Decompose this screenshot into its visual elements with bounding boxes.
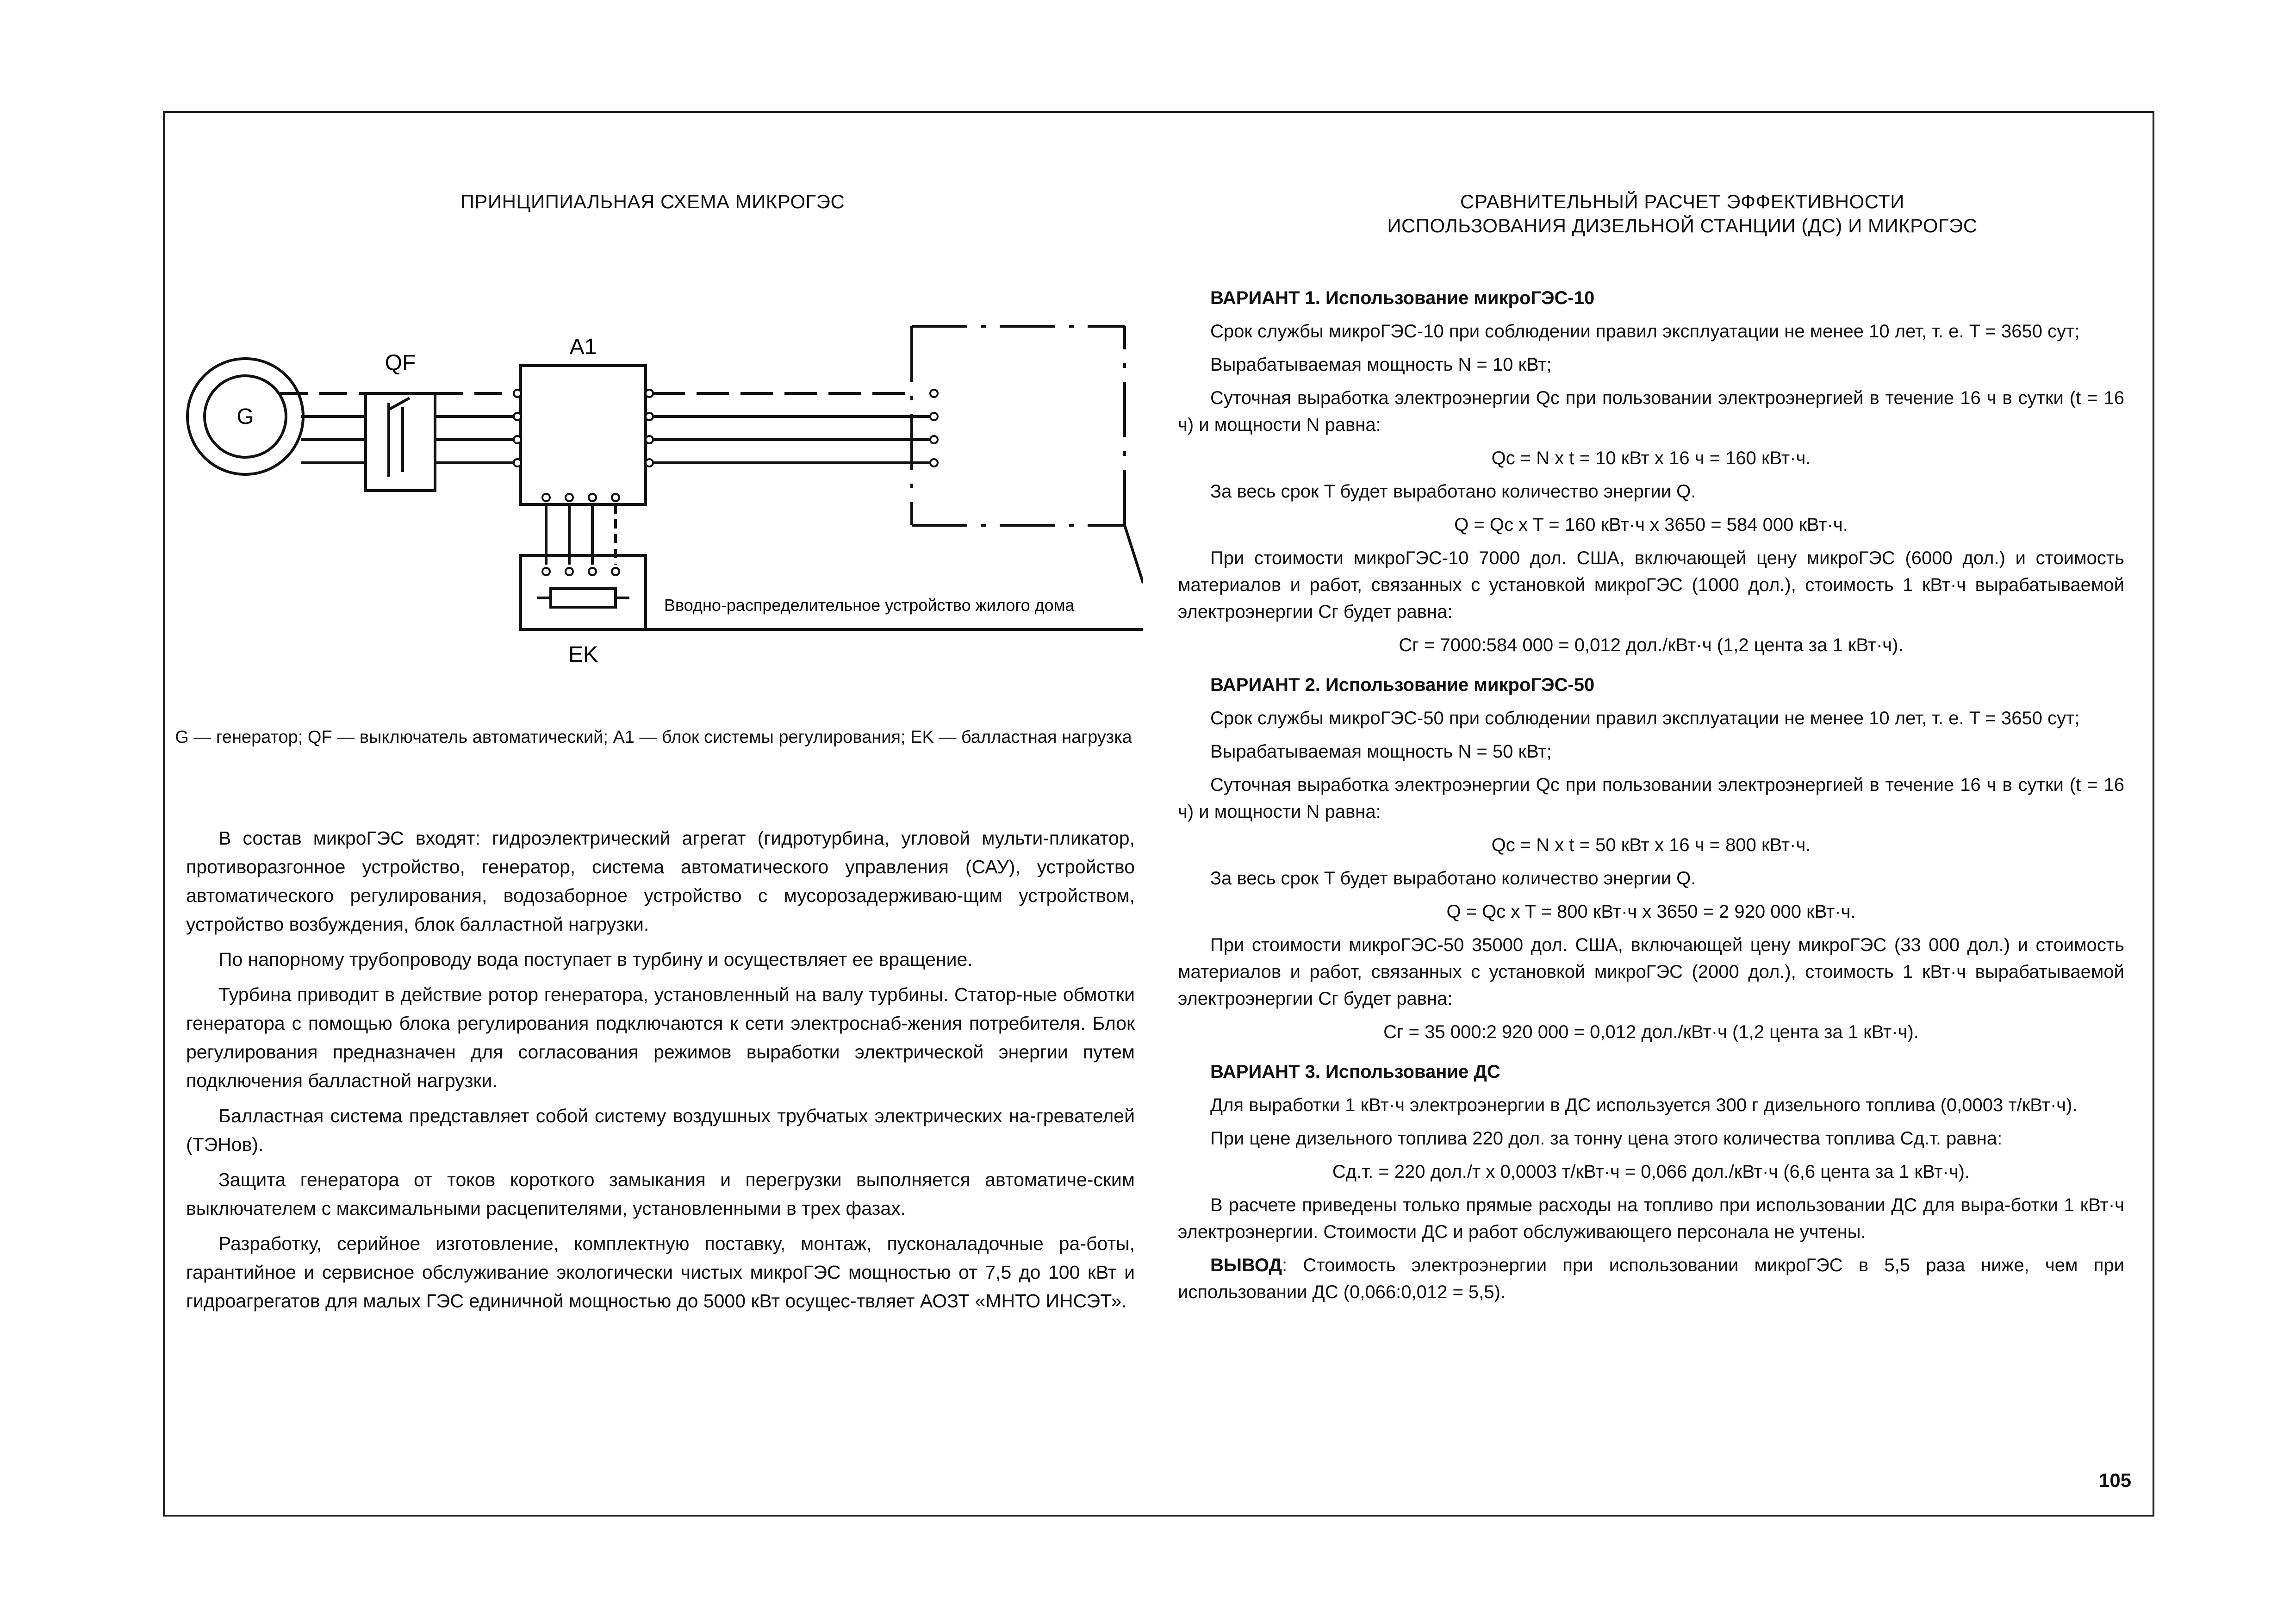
right-title: [1203, 190, 2161, 238]
left-text: [186, 824, 1135, 1322]
variant1-formula3: Cг = 7000:584 000 = 0,012 дол./кВт·ч (1,2 цента за 1 кВт·ч).: [1399, 635, 1904, 655]
label-g: G: [236, 404, 254, 429]
variant1-heading: ВАРИАНТ 1. Использование микроГЭС-10: [1210, 288, 1595, 308]
label-qf: QF: [385, 351, 416, 375]
left-title: ПРИНЦИПИАЛЬНАЯ СХЕМА МИКРОГЭС: [460, 191, 845, 212]
variant3-p2: При цене дизельного топлива 220 дол. за тонну цена этого количества топлива Cд.т. равна:: [1210, 1128, 2003, 1149]
left-paragraph: Разработку, серийное изготовление, комплектную поставку, монтаж, пусконаладочные ра-боты, гарантийное и сервисное обслуживание экологически чистых микроГЭС мощностью от 7,5 до 100 кВт и гидроагрегатов для малых ГЭС единичной мощностью до 5000 кВт осущес-твляет АОЗТ «МНТО ИНСЭТ».: [186, 1233, 1135, 1312]
label-ek: EK: [568, 642, 598, 667]
variant3-formula1: Cд.т. = 220 дол./т x 0,0003 т/кВт·ч = 0,066 дол./кВт·ч (6,6 цента за 1 кВт·ч).: [1332, 1162, 1970, 1182]
variant2-p4: За весь срок T будет выработано количество энергии Q.: [1210, 868, 1696, 889]
house-device-box: [912, 326, 1125, 525]
variant1-p1: Срок службы микроГЭС-10 при соблюдении правил эксплуатации не менее 10 лет, т. е. T = 3650 сут;: [1210, 321, 2080, 342]
variant2-formula3: Cг = 35 000:2 920 000 = 0,012 дол./кВт·ч (1,2 цента за 1 кВт·ч).: [1383, 1022, 1919, 1042]
ballast-resistor: [551, 589, 616, 607]
conclusion: [1178, 1252, 2124, 1306]
conclusion-text: : Стоимость электроэнергии при использовании микроГЭС в 5,5 раза ниже, чем при использовании ДС (0,066:0,012 = 5,5).: [1178, 1255, 2124, 1302]
circuit-diagram: [171, 315, 1143, 676]
conclusion-label: ВЫВОД: [1210, 1255, 1282, 1275]
variant1-p4: За весь срок T будет выработано количество энергии Q.: [1210, 481, 1696, 502]
right-title-line1: СРАВНИТЕЛЬНЫЙ РАСЧЕТ ЭФФЕКТИВНОСТИ: [1460, 191, 1904, 212]
variant1-p3: Суточная выработка электроэнергии Qc при пользовании электроэнергией в течение 16 ч в сутки (t = 16 ч) и мощности N равна:: [1178, 388, 2124, 435]
variant2-heading: ВАРИАНТ 2. Использование микроГЭС-50: [1210, 675, 1595, 695]
variant3-heading: ВАРИАНТ 3. Использование ДС: [1210, 1062, 1500, 1082]
diagram-caption: G — генератор; QF — выключатель автоматический; A1 — блок системы регулирования; EK — балластная нагрузка: [175, 728, 1132, 747]
left-paragraph: Защита генератора от токов короткого замыкания и перегрузки выполняется автоматиче-ским выключателем с максимальными расцепителями, установленными в трех фазах.: [186, 1169, 1135, 1219]
right-title-line2: ИСПОЛЬЗОВАНИЯ ДИЗЕЛЬНОЙ СТАНЦИИ (ДС) И МИКРОГЭС: [1387, 215, 1978, 236]
variant2-p5: При стоимости микроГЭС-50 35000 дол. США, включающей цену микроГЭС (33 000 дол.) и стоимость материалов и работ, связанных с установкой микроГЭС (2000 дол.), стоимость 1 кВт·ч вырабатываемой электроэнергии Cг будет равна:: [1178, 935, 2124, 1009]
left-paragraph: Турбина приводит в действие ротор генератора, установленный на валу турбины. Статор-ные обмотки генератора с помощью блока регулирования подключаются к сети электроснаб-жения потребителя. Блок регулирования предназначен для согласования режимов выработки электрической энергии путем подключения балластной нагрузки.: [186, 984, 1135, 1091]
left-paragraph: По напорному трубопроводу вода поступает в турбину и осуществляет ее вращение.: [218, 949, 973, 970]
variant2-p3: Суточная выработка электроэнергии Qc при пользовании электроэнергией в течение 16 ч в сутки (t = 16 ч) и мощности N равна:: [1178, 775, 2124, 822]
left-paragraph: В состав микроГЭС входят: гидроэлектрический агрегат (гидротурбина, угловой мульти-пликатор, противоразгонное устройство, генератор, система автоматического управления (САУ), устройство автоматического регулирования, водозаборное устройство с мусорозадерживаю-щим устройством, устройство возбуждения, блок балластной нагрузки.: [186, 827, 1135, 935]
variant3-p1: Для выработки 1 кВт·ч электроэнергии в ДС используется 300 г дизельного топлива (0,0003 т/кВт·ч).: [1210, 1095, 2078, 1115]
variant2-formula2: Q = Qc x T = 800 кВт·ч x 3650 = 2 920 000 кВт·ч.: [1446, 902, 1856, 922]
left-paragraph: Балластная система представляет собой систему воздушных трубчатых электрических на-гревателей (ТЭНов).: [186, 1105, 1135, 1155]
ballast-box: [521, 555, 646, 629]
right-text: [1178, 285, 2124, 1312]
label-a1: A1: [569, 335, 597, 359]
variant1-p2: Вырабатываемая мощность N = 10 кВт;: [1210, 354, 1552, 375]
variant1-formula1: Qc = N x t = 10 кВт x 16 ч = 160 кВт·ч.: [1491, 448, 1811, 468]
label-house-device: Вводно-распределительное устройство жилого дома: [664, 596, 1075, 615]
variant1-p5: При стоимости микроГЭС-10 7000 дол. США, включающей цену микроГЭС (6000 дол.) и стоимость материалов и работ, связанных с установкой микроГЭС (1000 дол.), стоимость 1 кВт·ч вырабатываемой электроэнергии Cг будет равна:: [1178, 548, 2124, 622]
variant1-formula2: Q = Qc x T = 160 кВт·ч x 3650 = 584 000 кВт·ч.: [1454, 515, 1848, 535]
block-a1: [521, 366, 646, 504]
breaker-box: [366, 393, 435, 491]
variant2-formula1: Qc = N x t = 50 кВт x 16 ч = 800 кВт·ч.: [1491, 835, 1811, 855]
variant2-p1: Срок службы микроГЭС-50 при соблюдении правил эксплуатации не менее 10 лет, т. е. T = 3650 сут;: [1210, 708, 2080, 728]
variant2-p2: Вырабатываемая мощность N = 50 кВт;: [1210, 741, 1552, 762]
variant3-p3: В расчете приведены только прямые расходы на топливо при использовании ДС для выра-ботки 1 кВт·ч электроэнергии. Стоимости ДС и работ обслуживающего персонала не учтены.: [1178, 1195, 2124, 1242]
page-number: 105: [2099, 1469, 2132, 1491]
